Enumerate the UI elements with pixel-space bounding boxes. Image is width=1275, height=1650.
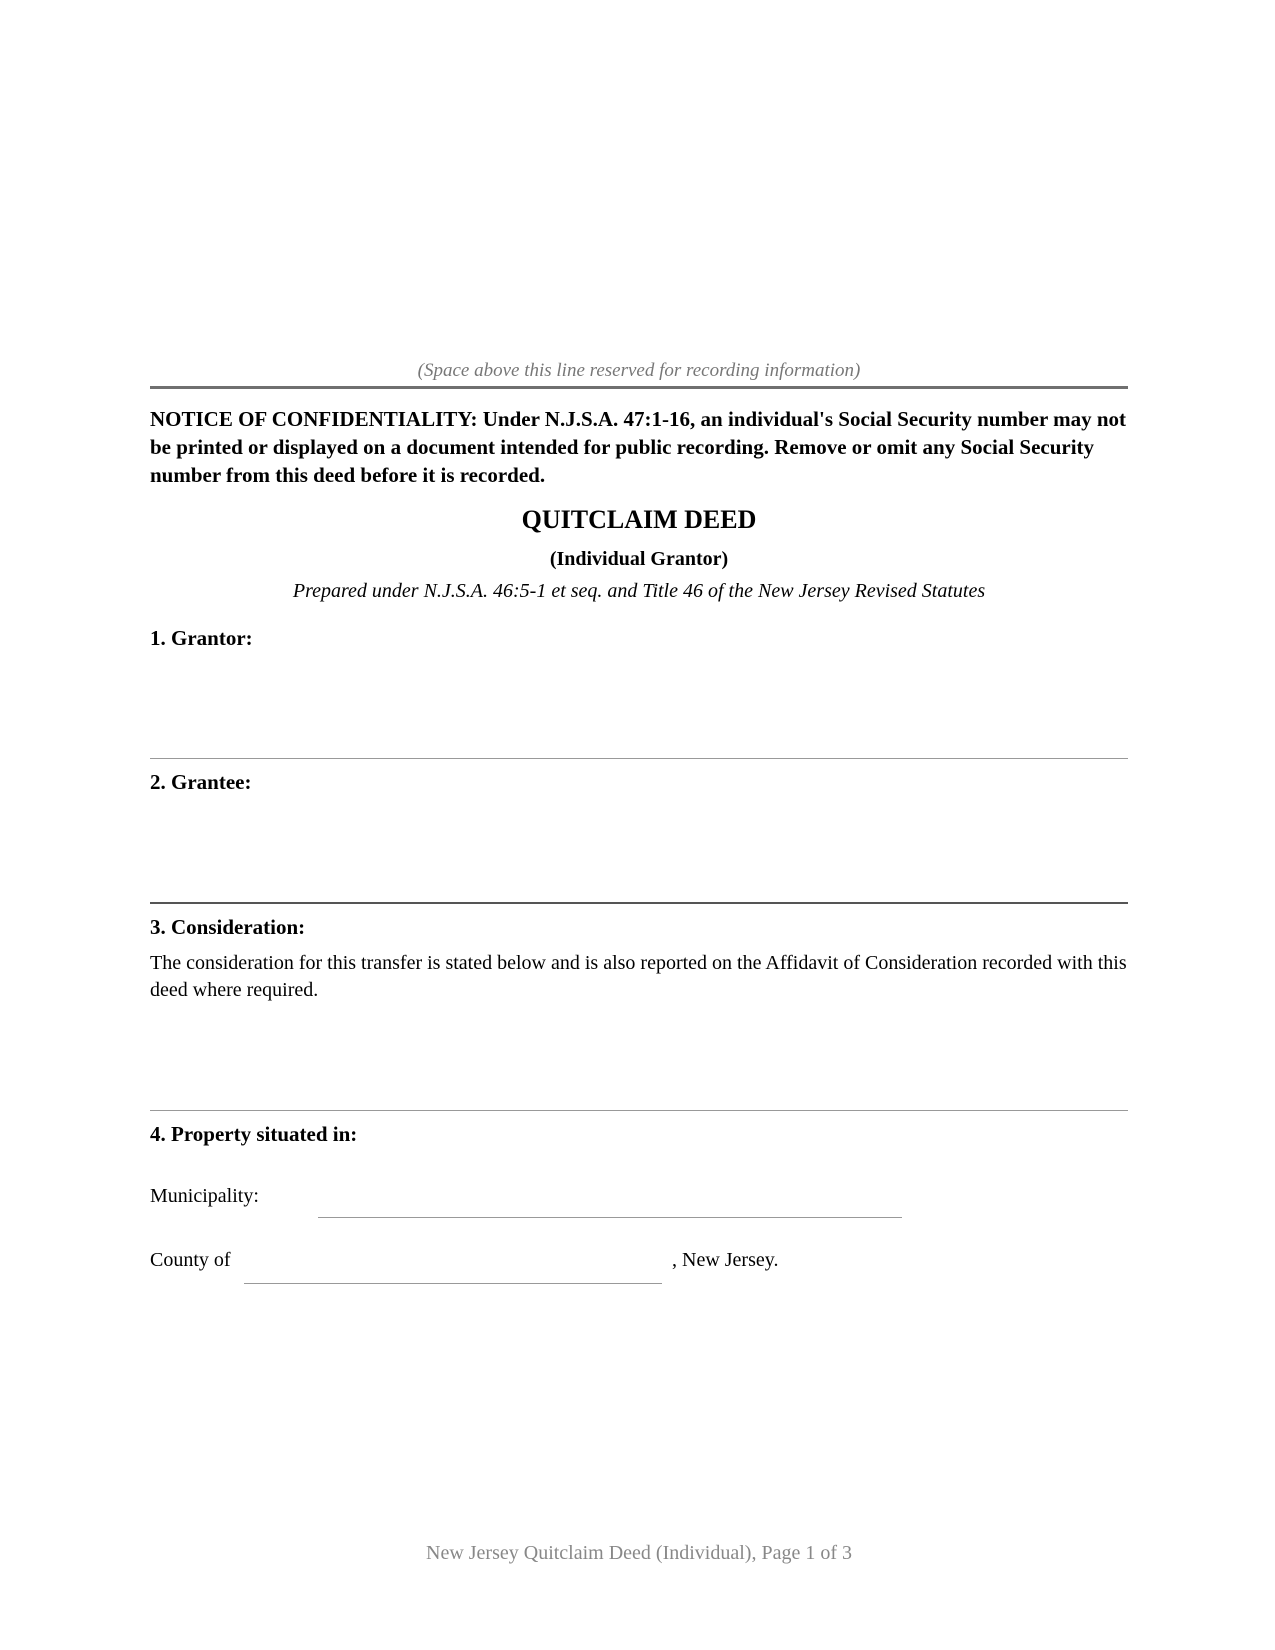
county-suffix: , New Jersey. (672, 1249, 779, 1271)
document-title: QUITCLAIM DEED (521, 505, 757, 534)
grantor-heading: 1. Grantor: (150, 626, 253, 650)
grantor-divider (150, 758, 1128, 759)
grantee-heading: 2. Grantee: (150, 770, 252, 794)
recording-space-note: (Space above this line reserved for recording information) (417, 360, 861, 381)
municipality-field[interactable] (318, 1217, 902, 1218)
document-subtitle: (Individual Grantor) (549, 548, 729, 570)
consideration-divider (150, 1110, 1128, 1111)
recording-divider (150, 386, 1128, 389)
consideration-heading: 3. Consideration: (150, 915, 306, 939)
consideration-text: The consideration for this transfer is stated below and is also reported on the Affidavit of Consideration recorded with this deed where required. (150, 952, 1127, 1001)
municipality-label: Municipality: (150, 1185, 259, 1207)
county-field[interactable] (244, 1283, 662, 1284)
statute-reference: Prepared under N.J.S.A. 46:5-1 et seq. and Title 46 of the New Jersey Revised Statutes (292, 580, 986, 602)
confidentiality-notice: NOTICE OF CONFIDENTIALITY: Under N.J.S.A. 47:1-16, an individual's Social Security number may not be printed or displayed on a document intended for public recording. Remove or omit any Social Security number from this deed before it is recorded. (150, 407, 1127, 487)
county-label: County of (150, 1249, 231, 1271)
page-footer: New Jersey Quitclaim Deed (Individual), Page 1 of 3 (426, 1542, 852, 1564)
property-heading: 4. Property situated in: (150, 1122, 358, 1146)
deed-page (150, 0, 1128, 1650)
grantee-divider (150, 902, 1128, 904)
